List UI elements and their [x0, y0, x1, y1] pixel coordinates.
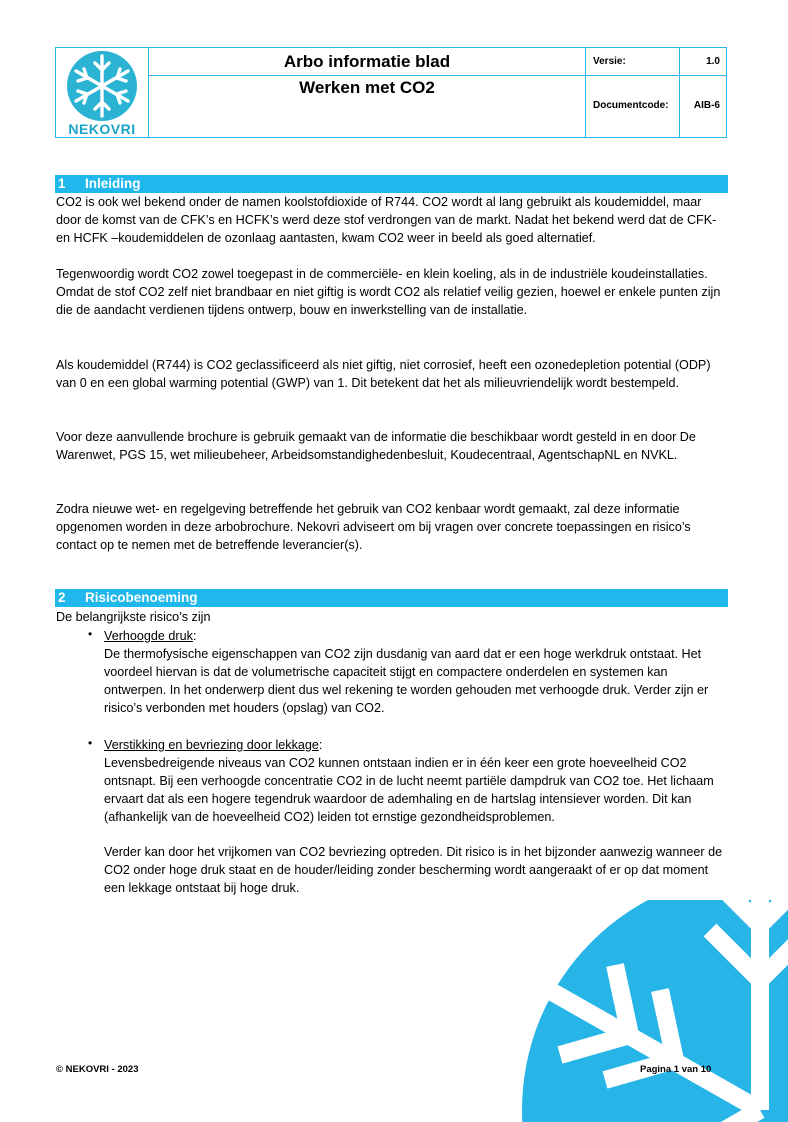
snowflake-watermark-icon: [520, 900, 788, 1122]
paragraph: Als koudemiddel (R744) is CO2 geclassificeerd als niet giftig, niet corrosief, heeft een ozonedepletion potential (ODP) van 0 en een global warming potential (GWP) van 1. Dit betekent dat het als milieuvriendelijk wordt bestempeld.: [56, 358, 711, 390]
section-heading-risicobenoeming: [55, 589, 728, 607]
title-cell: [149, 48, 586, 137]
doccode-value: AIB-6: [693, 100, 720, 111]
section-title: Inleiding: [85, 176, 141, 191]
bullet: •: [88, 736, 93, 750]
logo-text: NEKOVRI: [68, 121, 136, 137]
document-subtitle: Werken met CO2: [299, 78, 435, 97]
paragraph: Zodra nieuwe wet- en regelgeving betreffende het gebruik van CO2 kenbaar wordt gemaakt, zal deze informatie opgenomen worden in deze arbobrochure. Nekovri adviseert om bij vragen over concrete toepassingen en risico’s contact op te nemen met de betreffende leverancier(s).: [56, 502, 691, 552]
paragraph: Tegenwoordig wordt CO2 zowel toegepast in de commerciële- en klein koeling, als in de industriële koudeinstallaties. Omdat de stof CO2 zelf niet brandbaar en niet giftig is wordt CO2 als relatief veilig gezien, hoewel er enkele punten zijn die de aandacht verdienen tijdens ontwerp, bouw en inwerkstelling van de installatie.: [56, 267, 721, 317]
logo: [56, 48, 149, 137]
bullet-heading: Verstikking en bevriezing door lekkage:: [104, 738, 323, 752]
version-label-cell: [586, 48, 680, 76]
bullet: •: [88, 627, 93, 641]
version-value-cell: [680, 48, 726, 76]
section-heading-inleiding: [55, 175, 728, 193]
paragraph: Voor deze aanvullende brochure is gebruik gemaakt van de informatie die beschikbaar wordt gesteld in en door De Warenwet, PGS 15, wet milieubeheer, Arbeidsomstandighedenbesluit, Koudecentraal, AgentschapNL en NVKL.: [56, 430, 696, 462]
section-title: Risicobenoeming: [85, 590, 198, 605]
section-number: 2: [58, 590, 66, 605]
version-value: 1.0: [706, 56, 720, 67]
bullet-heading-text: Verstikking en bevriezing door lekkage: [104, 738, 319, 752]
snowflake-icon: [64, 50, 140, 122]
bullet-body: Levensbedreigende niveaus van CO2 kunnen ontstaan indien er in één keer een grote hoeveelheid CO2 ontsnapt. Bij een verhoogde concentratie CO2 in de lucht neemt partiële dampdruk van CO2 toe. Het lichaam ervaart dat als een hogere tegendruk waardoor de ademhaling en de hartslag intensiever worden. Dit kan (afhankelijk van de hoeveelheid CO2) leiden tot ernstige gezondheidsproblemen.: [104, 756, 714, 824]
paragraph: CO2 is ook wel bekend onder de namen koolstofdioxide of R744. CO2 wordt al lang gebruikt als koudemiddel, maar door de komst van de CFK’s en HCFK’s werd deze stof verdrongen van de markt. Nadat het bekend werd dat de CFK- en HCFK –koudemiddelen de ozonlaag aantasten, kwam CO2 weer in beeld als goed alternatief.: [56, 195, 717, 245]
footer-page-number: Pagina 1 van 10: [640, 1064, 712, 1075]
bullet-body: De thermofysische eigenschappen van CO2 zijn dusdanig van aard dat er een hoge werkdruk ontstaat. Het voordeel hiervan is dat de volumetrische capaciteit stijgt en compactere onderdelen en systemen kan ontwerpen. In het onderwerp dient dus wel rekening te worden gehouden met verhoogde druk. Verder zijn er risico’s verbonden met houders (opslag) van CO2.: [104, 647, 709, 715]
bullet-body: Verder kan door het vrijkomen van CO2 bevriezing optreden. Dit risico is in het bijzonder aanwezig wanneer de CO2 onder hoge druk staat en de houder/leiding zonder bescherming wordt aangeraakt of er op dat moment een lekkage ontstaat bij hoge druk.: [104, 845, 723, 895]
footer-copyright: © NEKOVRI - 2023: [56, 1064, 139, 1075]
bullet-heading-text: Verhoogde druk: [104, 629, 193, 643]
doccode-value-cell: [680, 76, 726, 137]
document-header: [55, 47, 727, 138]
document-title: Arbo informatie blad: [149, 48, 585, 76]
doccode-label: Documentcode:: [593, 100, 669, 111]
version-label: Versie:: [593, 56, 626, 67]
bullet-heading: Verhoogde druk:: [104, 629, 197, 643]
section-number: 1: [58, 176, 66, 191]
section-intro: De belangrijkste risico’s zijn: [56, 610, 211, 624]
doccode-label-cell: [586, 76, 680, 137]
